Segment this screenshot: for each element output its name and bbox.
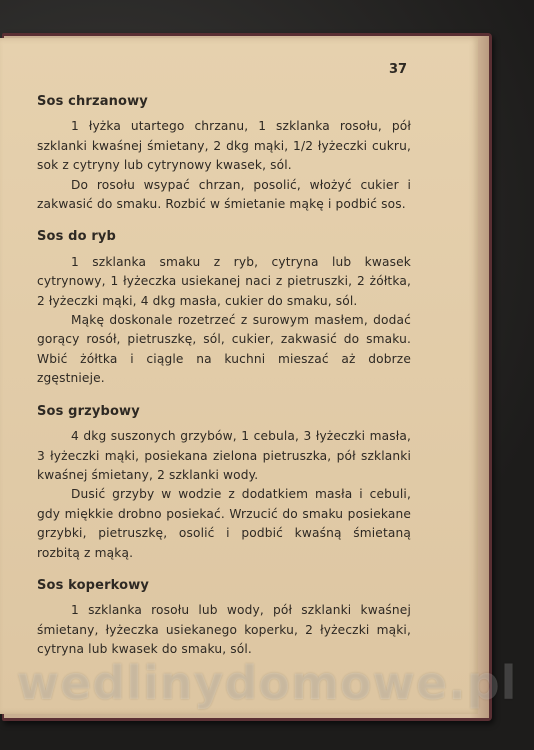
- page-content: [37, 92, 411, 660]
- ingredients-paragraph: 1 szklanka rosołu lub wody, pół szklanki kwaśnej śmietany, łyżeczka usiekanego koperku, 2 łyżeczki mąki, cytryna lub kwasek do smaku, sól.: [37, 603, 411, 657]
- recipe-title: Sos chrzanowy: [37, 94, 148, 109]
- instructions-paragraph: Mąkę doskonale rozetrzeć z surowym masłem, dodać gorący rosół, pietruszkę, sól, cukier, zakwasić do smaku. Wbić żółtka i ciągle na kuchni mieszać aż dobrze zgęstnieje.: [37, 313, 411, 386]
- recipe-title: Sos grzybowy: [37, 403, 140, 419]
- instructions-paragraph: Do rosołu wsypać chrzan, posolić, włożyć cukier i zakwasić do smaku. Rozbić w śmietanie mąkę i podbić sos.: [37, 177, 411, 212]
- book-page: [0, 38, 478, 714]
- ingredients-paragraph: 1 łyżka utartego chrzanu, 1 szklanka rosołu, pół szklanki kwaśnej śmietany, 2 dkg mąki, 1/2 łyżeczki cukru, sok z cytryny lub cytrynowy kwasek, sól.: [37, 119, 411, 173]
- recipe-title: Sos koperkowy: [37, 577, 149, 593]
- recipe-section: [37, 576, 411, 660]
- recipe-section: [37, 402, 411, 563]
- recipe-section: [37, 227, 411, 388]
- page-number: 37: [389, 62, 408, 77]
- ingredients-paragraph: 1 szklanka smaku z ryb, cytryna lub kwasek cytrynowy, 1 łyżeczka usiekanej naci z pietruszki, 2 żółtka, 2 łyżeczki mąki, 4 dkg masła, cukier do smaku, sól.: [37, 254, 411, 308]
- recipe-title: Sos do ryb: [37, 229, 117, 245]
- ingredients-paragraph: 4 dkg suszonych grzybów, 1 cebula, 3 łyżeczki masła, 3 łyżeczki mąki, posiekana zielona pietruszka, pół szklanki kwaśnej śmietany, 2 szklanki wody.: [37, 429, 411, 482]
- watermark: wedlinydomowe.pl: [16, 656, 518, 710]
- recipe-section: [37, 92, 411, 214]
- instructions-paragraph: Dusić grzyby w wodzie z dodatkiem masła i cebuli, gdy miękkie drobno posiekać. Wrzucić do smaku posiekane grzybki, pietruszkę, osolić i podbić kwaśną śmietaną rozbitą z mąką.: [37, 487, 411, 560]
